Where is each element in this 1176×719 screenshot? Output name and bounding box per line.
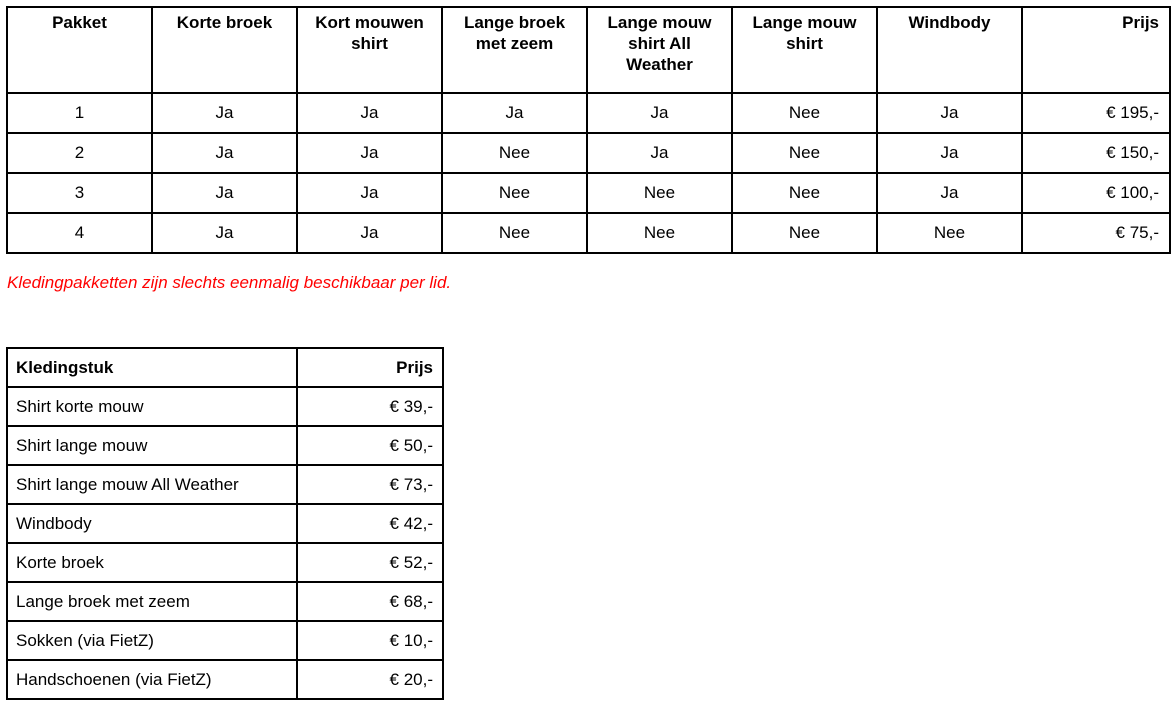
packages-table — [6, 6, 1171, 254]
table-row — [7, 582, 443, 621]
cell-prijs: € 75,- — [1022, 213, 1170, 253]
cell-lange-mouw-shirt: Nee — [732, 173, 877, 213]
header-prijs: Prijs — [297, 348, 443, 387]
header-prijs: Prijs — [1022, 7, 1170, 93]
cell-lange-mouw-shirt-all-weather: Ja — [587, 133, 732, 173]
cell-pakket: 4 — [7, 213, 152, 253]
cell-prijs: € 50,- — [297, 426, 443, 465]
cell-kort-mouwen-shirt: Ja — [297, 133, 442, 173]
table-row — [7, 93, 1170, 133]
table-row — [7, 465, 443, 504]
cell-windbody: Ja — [877, 173, 1022, 213]
cell-prijs: € 10,- — [297, 621, 443, 660]
cell-lange-mouw-shirt: Nee — [732, 133, 877, 173]
header-kledingstuk: Kledingstuk — [7, 348, 297, 387]
cell-lange-mouw-shirt-all-weather: Nee — [587, 213, 732, 253]
cell-windbody: Nee — [877, 213, 1022, 253]
cell-kledingstuk: Windbody — [7, 504, 297, 543]
cell-lange-broek-met-zeem: Ja — [442, 93, 587, 133]
cell-lange-broek-met-zeem: Nee — [442, 173, 587, 213]
table-row — [7, 426, 443, 465]
cell-lange-broek-met-zeem: Nee — [442, 133, 587, 173]
cell-pakket: 3 — [7, 173, 152, 213]
cell-prijs: € 73,- — [297, 465, 443, 504]
table-row — [7, 660, 443, 699]
header-korte-broek: Korte broek — [152, 7, 297, 93]
cell-korte-broek: Ja — [152, 173, 297, 213]
header-lange-mouw-shirt-all-weather: Lange mouw shirt All Weather — [587, 7, 732, 93]
cell-windbody: Ja — [877, 133, 1022, 173]
cell-korte-broek: Ja — [152, 133, 297, 173]
cell-kort-mouwen-shirt: Ja — [297, 213, 442, 253]
items-header-row — [7, 348, 443, 387]
header-pakket: Pakket — [7, 7, 152, 93]
cell-pakket: 2 — [7, 133, 152, 173]
table-row — [7, 387, 443, 426]
cell-korte-broek: Ja — [152, 93, 297, 133]
cell-lange-mouw-shirt-all-weather: Nee — [587, 173, 732, 213]
notice-text: Kledingpakketten zijn slechts eenmalig beschikbaar per lid. — [7, 273, 452, 292]
cell-lange-broek-met-zeem: Nee — [442, 213, 587, 253]
header-kort-mouwen-shirt: Kort mouwen shirt — [297, 7, 442, 93]
table-row — [7, 213, 1170, 253]
cell-kort-mouwen-shirt: Ja — [297, 93, 442, 133]
table-row — [7, 543, 443, 582]
cell-prijs: € 150,- — [1022, 133, 1170, 173]
table-row — [7, 173, 1170, 213]
cell-kledingstuk: Shirt lange mouw — [7, 426, 297, 465]
cell-pakket: 1 — [7, 93, 152, 133]
packages-header-row — [7, 7, 1170, 93]
cell-kledingstuk: Shirt korte mouw — [7, 387, 297, 426]
header-lange-mouw-shirt: Lange mouw shirt — [732, 7, 877, 93]
header-windbody: Windbody — [877, 7, 1022, 93]
cell-lange-mouw-shirt-all-weather: Ja — [587, 93, 732, 133]
cell-korte-broek: Ja — [152, 213, 297, 253]
cell-lange-mouw-shirt: Nee — [732, 213, 877, 253]
header-lange-broek-met-zeem: Lange broek met zeem — [442, 7, 587, 93]
cell-kledingstuk: Handschoenen (via FietZ) — [7, 660, 297, 699]
cell-prijs: € 68,- — [297, 582, 443, 621]
cell-prijs: € 42,- — [297, 504, 443, 543]
cell-prijs: € 39,- — [297, 387, 443, 426]
cell-prijs: € 195,- — [1022, 93, 1170, 133]
cell-lange-mouw-shirt: Nee — [732, 93, 877, 133]
cell-prijs: € 20,- — [297, 660, 443, 699]
table-row — [7, 504, 443, 543]
cell-prijs: € 52,- — [297, 543, 443, 582]
table-row — [7, 621, 443, 660]
cell-windbody: Ja — [877, 93, 1022, 133]
cell-kort-mouwen-shirt: Ja — [297, 173, 442, 213]
cell-kledingstuk: Lange broek met zeem — [7, 582, 297, 621]
cell-kledingstuk: Shirt lange mouw All Weather — [7, 465, 297, 504]
cell-kledingstuk: Korte broek — [7, 543, 297, 582]
cell-kledingstuk: Sokken (via FietZ) — [7, 621, 297, 660]
items-table — [6, 347, 444, 700]
cell-prijs: € 100,- — [1022, 173, 1170, 213]
table-row — [7, 133, 1170, 173]
